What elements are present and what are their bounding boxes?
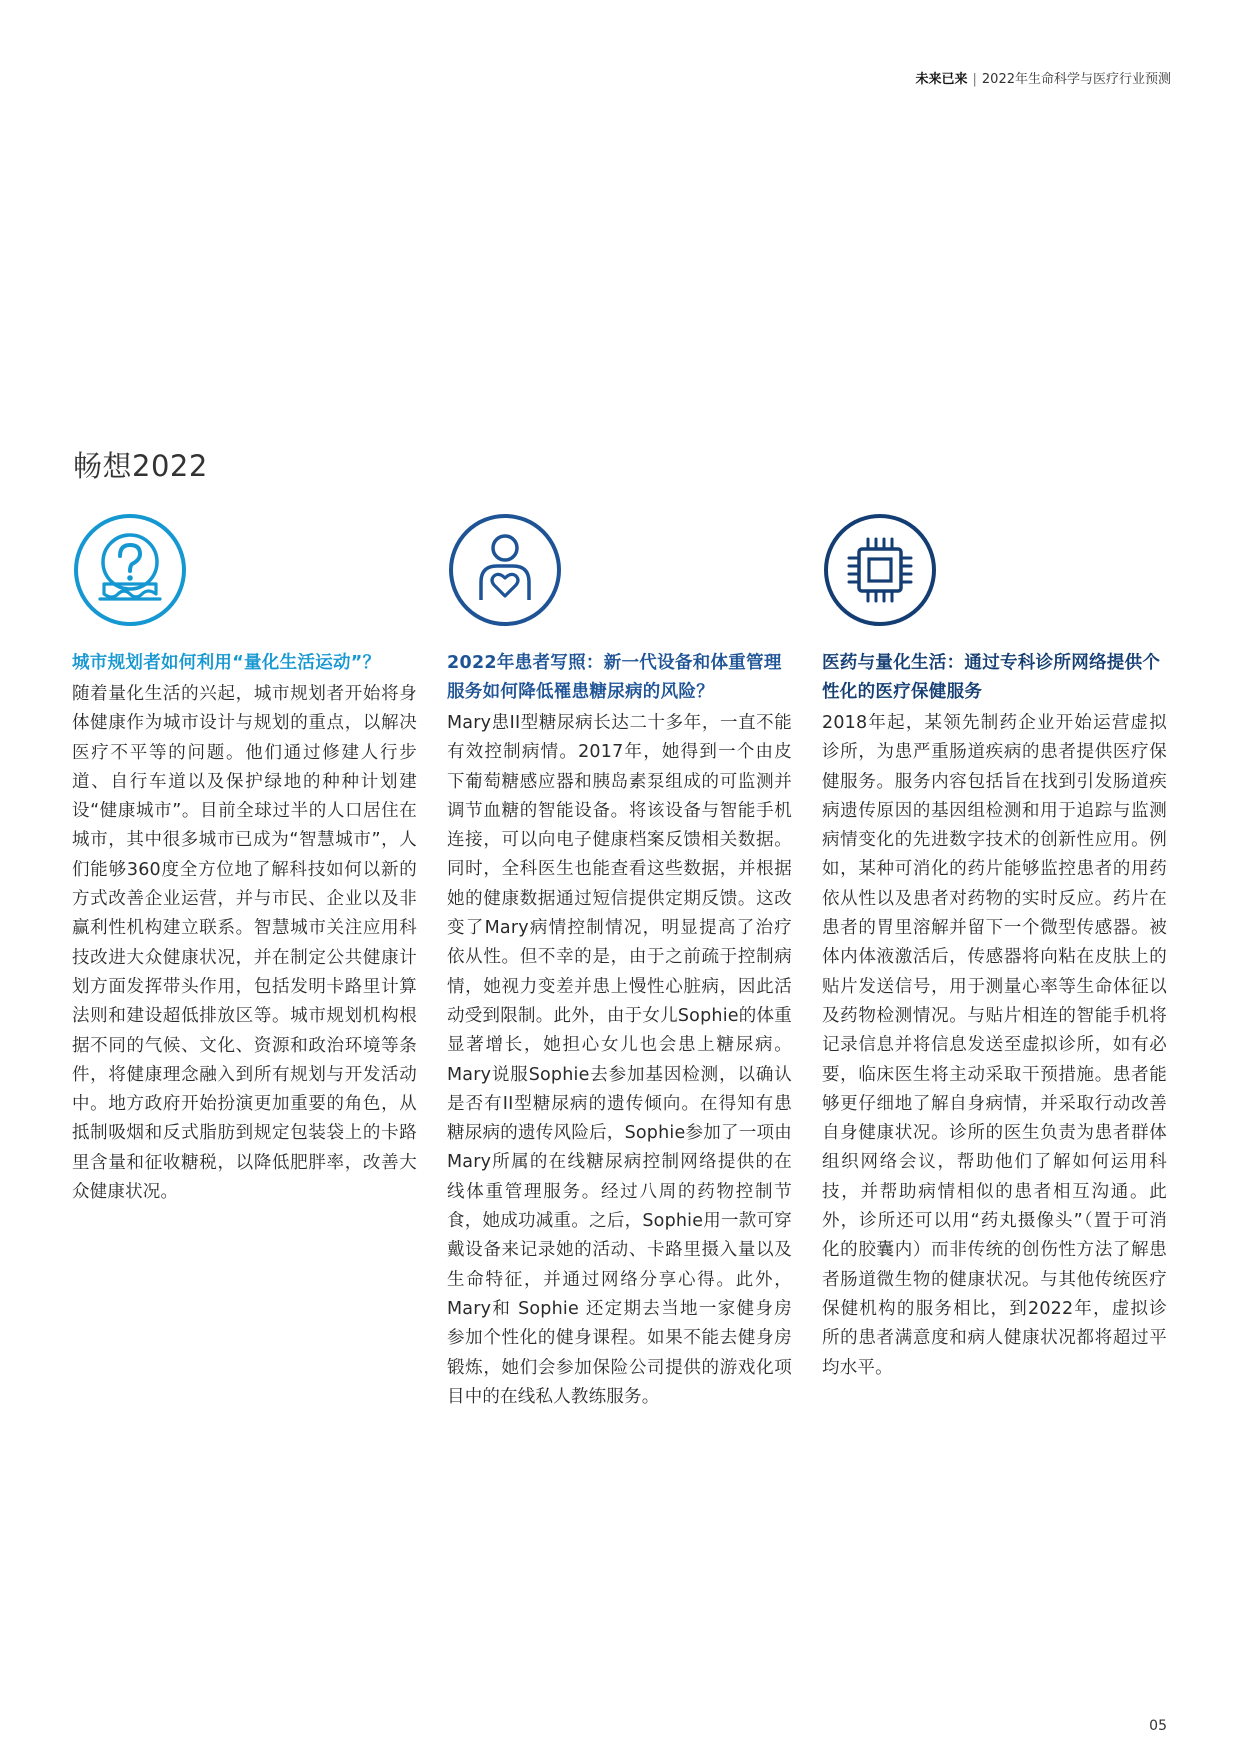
column-urban-planning (72, 512, 417, 1207)
header-brand: 未来已来 (915, 72, 968, 87)
column-patient-profile (447, 512, 792, 1412)
column-body: Mary患II型糖尿病长达二十多年，一直不能有效控制病情。2017年，她得到一个由皮下葡萄糖感应器和胰岛素泵组成的可监测并调节血糖的智能设备。将该设备与智能手机连接，可以向电子健康档案反馈相关数据。同时，全科医生也能查看这些数据，并根据她的健康数据通过短信提供定期反馈。这改变了Mary病情控制情况，明显提高了治疗依从性。但不幸的是，由于之前疏于控制病情，她视力变差并患上慢性心脏病，因此活动受到限制。此外，由于女儿Sophie的体重显著增长，她担心女儿也会患上糖尿病。Mary说服Sophie去参加基因检测，以确认是否有II型糖尿病的遗传倾向。在得知有患糖尿病的遗传风险后，Sophie参加了一项由Mary所属的在线糖尿病控制网络提供的在线体重管理服务。经过八周的药物控制节食，她成功减重。之后，Sophie用一款可穿戴设备来记录她的活动、卡路里摄入量以及生命特征，并通过网络分享心得。此外，Mary和 Sophie 还定期去当地一家健身房参加个性化的健身课程。如果不能去健身房锻炼，她们会参加保险公司提供的游戏化项目中的在线私人教练服务。 (447, 713, 792, 1407)
column-title: 城市规划者如何利用“量化生活运动”？ (72, 653, 381, 673)
crystal-ball-question-icon (72, 512, 188, 628)
microchip-icon (822, 512, 938, 628)
page-header (916, 68, 1172, 87)
column-pharma-quantified-life (822, 512, 1167, 1383)
header-separator: | (972, 72, 977, 87)
column-body: 2018年起，某领先制药企业开始运营虚拟诊所，为患严重肠道疾病的患者提供医疗保健服务。服务内容包括旨在找到引发肠道疾病遗传原因的基因组检测和用于追踪与监测病情变化的先进数字技术的创新性应用。例如，某种可消化的药片能够监控患者的用药依从性以及患者对药物的实时反应。药片在患者的胃里溶解并留下一个微型传感器。被体内体液激活后，传感器将向粘在皮肤上的贴片发送信号，用于测量心率等生命体征以及药物检测情况。与贴片相连的智能手机将记录信息并将信息发送至虚拟诊所，如有必要，临床医生将主动采取干预措施。患者能够更仔细地了解自身病情，并采取行动改善自身健康状况。诊所的医生负责为患者群体组织网络会议，帮助他们了解如何运用科技，并帮助病情相似的患者相互沟通。此外，诊所还可以用“药丸摄像头”（置于可消化的胶囊内）而非传统的创伤性方法了解患者肠道微生物的健康状况。与其他传统医疗保健机构的服务相比，到2022年，虚拟诊所的患者满意度和病人健康状况都将超过平均水平。 (822, 713, 1167, 1378)
page-number: 05 (1149, 1718, 1167, 1734)
column-title: 2022年患者写照：新一代设备和体重管理服务如何降低罹患糖尿病的风险？ (447, 653, 782, 702)
header-subtitle: 2022年生命科学与医疗行业预测 (981, 72, 1171, 87)
section-title: 畅想2022 (73, 449, 208, 483)
column-title: 医药与量化生活：通过专科诊所网络提供个性化的医疗保健服务 (822, 653, 1161, 702)
person-heart-icon (447, 512, 563, 628)
column-body: 随着量化生活的兴起，城市规划者开始将身体健康作为城市设计与规划的重点，以解决医疗不平等的问题。他们通过修建人行步道、自行车道以及保护绿地的种种计划建设“健康城市”。目前全球过半的人口居住在城市，其中很多城市已成为“智慧城市”，人们能够360度全方位地了解科技如何以新的方式改善企业运营，并与市民、企业以及非赢利性机构建立联系。智慧城市关注应用科技改进大众健康状况，并在制定公共健康计划方面发挥带头作用，包括发明卡路里计算法则和建设超低排放区等。城市规划机构根据不同的气候、文化、资源和政治环境等条件，将健康理念融入到所有规划与开发活动中。地方政府开始扮演更加重要的角色，从抵制吸烟和反式脂肪到规定包装袋上的卡路里含量和征收糖税，以降低肥胖率，改善大众健康状况。 (72, 684, 417, 1203)
